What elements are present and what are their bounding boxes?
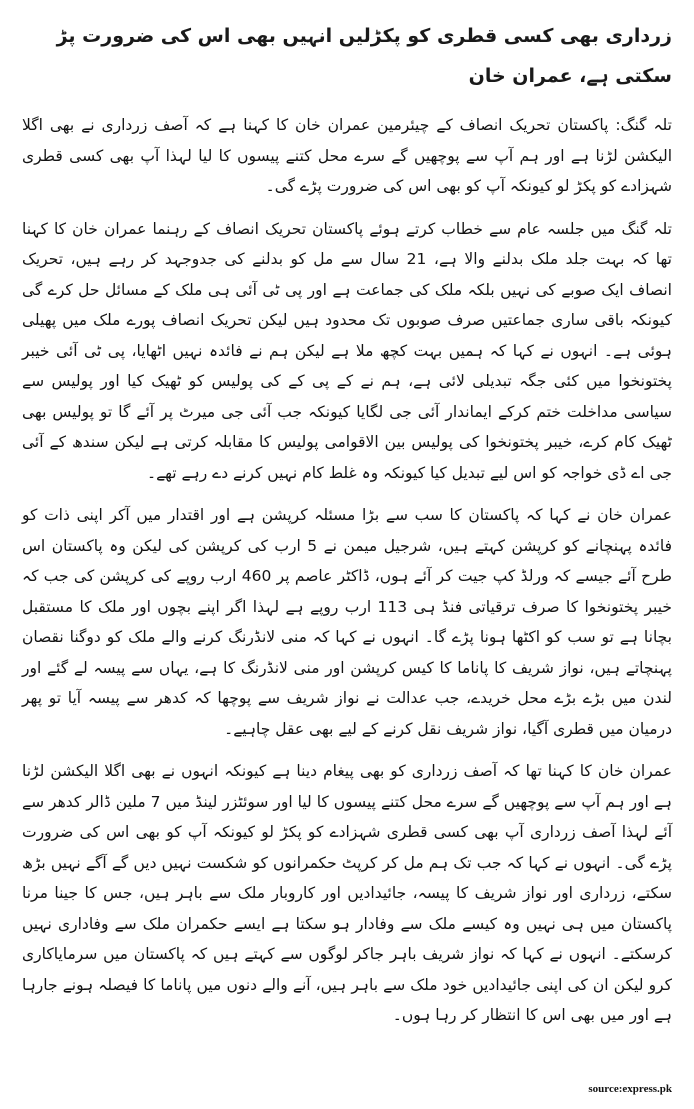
article-paragraph-1: تلہ گنگ: پاکستان تحریک انصاف کے چیئرمین عمران خان کا کہنا ہے کہ آصف زرداری نے بھی اگلا الیکشن لڑنا ہے اور ہم آپ سے پوچھیں گے سرے محل کتنے پیسوں کا لیا لہذا آپ بھی کسی قطری شہزادے کو پکڑ لو کیونکہ آپ کو بھی اس کی ضرورت پڑے گی۔ [22, 116, 672, 195]
article-headline: زرداری بھی کسی قطری کو پکڑلیں انہیں بھی اس کی ضرورت پڑ سکتی ہے، عمران خان [56, 25, 672, 87]
article-paragraph-3: عمران خان نے کہا کہ پاکستان کا سب سے بڑا مسئلہ کرپشن ہے اور اقتدار میں آکر اپنی ذات کو فائدہ پہنچانے کو کرپشن کہتے ہیں، شرجیل میمن نے 5 ارب کی کرپشن کی لیکن وہ پاکستان اس طرح آئے جیسے کہ ورلڈ کپ جیت کر آئے ہوں، ڈاکٹر عاصم پر 460 ارب روپے کی کرپشن کی جب کہ خیبر پختونخوا کا صرف ترقیاتی فنڈ ہی 113 ارب روپے ہے لہذا اگر اپنے بچوں اور ملک کا مستقبل بچانا ہے تو سب کو اکٹھا ہونا پڑے گا۔ انہوں نے کہا کہ منی لانڈرنگ کرنے والے ملک کو دوگنا نقصان پہنچاتے ہیں، نواز شریف کا پاناما کا کیس کرپشن اور منی لانڈرنگ کا ہے، یہاں سے پیسہ لے گئے اور لندن میں بڑے بڑے محل خریدے، جب عدالت نے نواز شریف سے پوچھا کہ کدھر سے پیسہ آیا تو پھر درمیان میں قطری آگیا، نواز شریف نقل کرنے کے لیے بھی عقل چاہیے۔ [22, 506, 672, 738]
article-paragraph-2: تلہ گنگ میں جلسہ عام سے خطاب کرتے ہوئے پاکستان تحریک انصاف کے رہنما عمران خان کا کہنا تھا کہ بہت جلد ملک بدلنے والا ہے، 21 سال سے مل کو بدلنے کی جدوجہد کر رہے ہیں، تحریک انصاف ایک صوبے کی نہیں بلکہ ملک کی جماعت ہے اور پی ٹی آئی ہی ملک کے مسائل حل کرے گی کیونکہ باقی ساری جماعتیں صرف صوبوں تک محدود ہیں لیکن تحریک انصاف پورے ملک میں پھیلی ہوئی ہے۔ انہوں نے کہا کہ ہمیں بہت کچھ ملا ہے لیکن ہم نے فائدہ نہیں اٹھایا، پی ٹی آئی خیبر پختونخوا میں کئی جگہ تبدیلی لائی ہے، ہم نے کے پی کے کی پولیس کو ٹھیک کیا اور پولیس سے سیاسی مداخلت ختم کرکے ایماندار آئی جی لگایا کیونکہ جب آئی جی میرٹ پر آئے گا تو پولیس بھی ٹھیک کام کرے، خیبر پختونخوا کی پولیس بین الاقوامی پولیس کا مقابلہ کرتی ہے لیکن سندھ کے آئی جی اے ڈی خواجہ کو اس لیے تبدیل کیا کیونکہ وہ غلط کام نہیں کرنے دے رہے تھے۔ [22, 219, 672, 482]
source-credit: source:express.pk [588, 1083, 672, 1095]
article-paragraph-4: عمران خان کا کہنا تھا کہ آصف زرداری کو بھی پیغام دینا ہے کیونکہ انہوں نے بھی اگلا الیکشن لڑنا ہے اور ہم آپ سے پوچھیں گے سرے محل کتنے پیسوں کا لیا اور سوئٹزر لینڈ میں 7 ملین ڈالر کدھر سے آئے لہذا آصف زرداری آپ بھی کسی قطری شہزادے کو پکڑ لو کیونکہ آپ کو بھی اس کی ضرورت پڑے گی۔ انہوں نے کہا کہ جب تک ہم مل کر کرپٹ حکمرانوں کو شکست نہیں دیں گے آگے نہیں بڑھ سکتے، زرداری اور نواز شریف کا پیسہ، جائیدادیں اور کاروبار ملک سے باہر ہیں، جس کا جینا مرنا پاکستان میں ہی نہیں وہ کیسے ملک سے وفادار ہو سکتا ہے ایسے حکمران ملک سے وفاداری نہیں کرسکتے۔ انہوں نے کہا کہ نواز شریف باہر جاکر لوگوں سے کہتے ہیں کہ پاکستان میں سرمایاکاری کرو لیکن ان کی اپنی جائیدادیں خود ملک سے باہر ہیں، آنے والے دنوں میں پاناما کا فیصلہ ہونے جارہا ہے اور میں بھی اس کا انتظار کر رہا ہوں۔ [22, 762, 672, 1024]
